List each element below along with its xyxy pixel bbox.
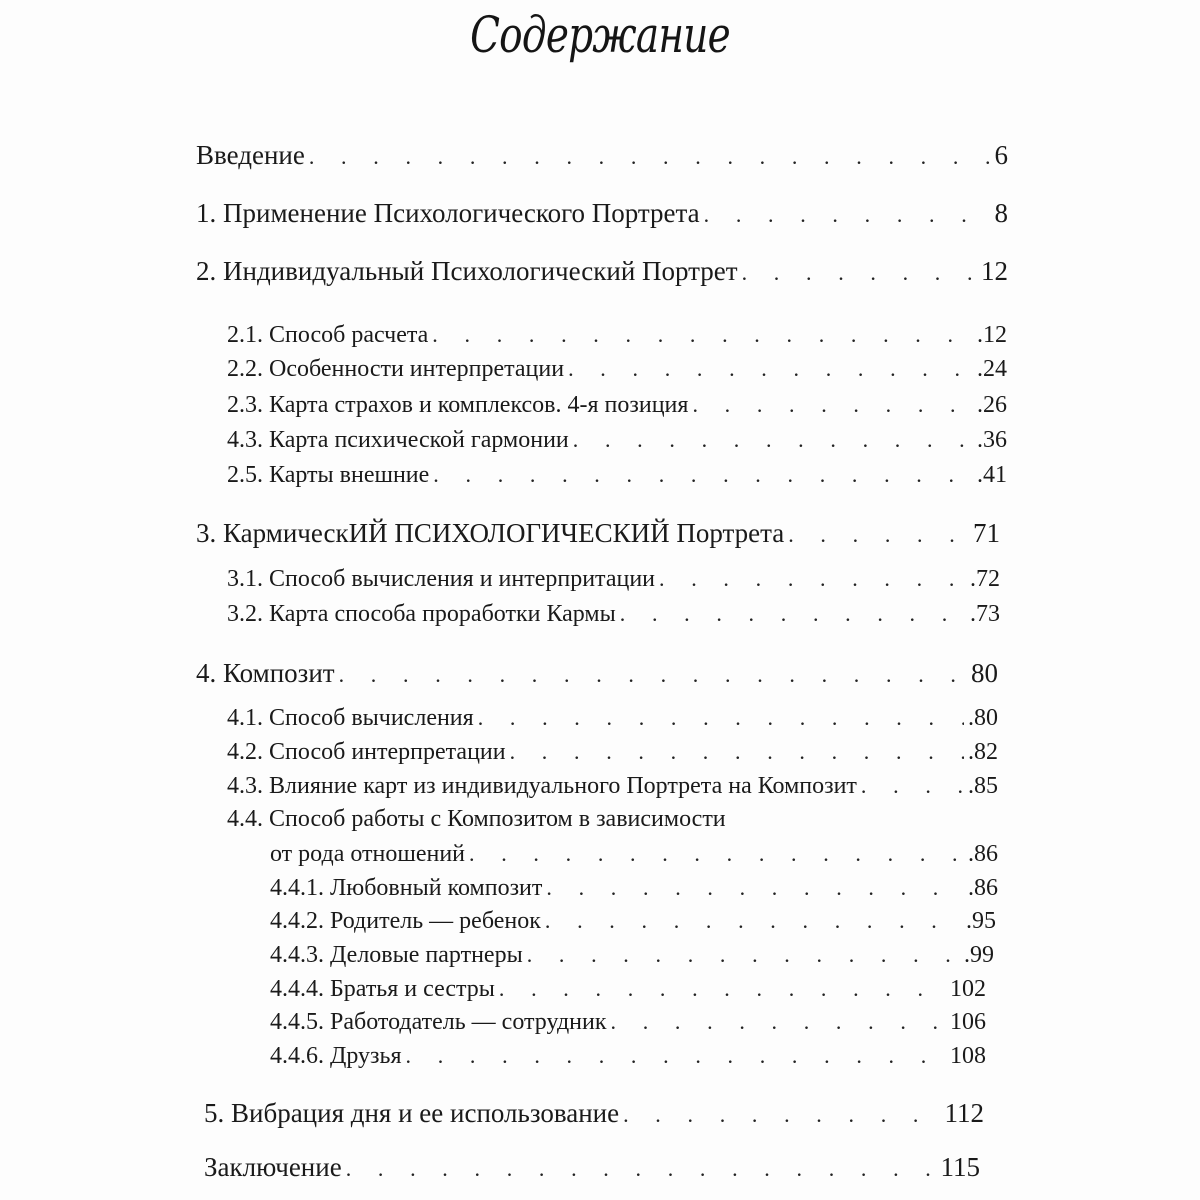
dot-leader [573, 427, 973, 453]
toc-entry-4-4-2[interactable] [270, 908, 996, 935]
toc-entry-page: .85 [968, 773, 998, 799]
toc-entry-page: .95 [966, 908, 996, 934]
toc-entry-4-4[interactable] [270, 841, 998, 868]
toc-entry-page: 80 [971, 658, 998, 688]
toc-entry-label: 5. Вибрация дня и ее использование [204, 1098, 620, 1128]
dot-leader [406, 1043, 946, 1069]
dot-leader [499, 976, 946, 1002]
toc-entry-page: .72 [970, 566, 1000, 592]
toc-entry-page: 12 [981, 256, 1008, 286]
toc-entry-2-3[interactable] [227, 392, 1007, 419]
toc-entry-conclusion[interactable] [204, 1152, 980, 1183]
dot-leader [432, 322, 973, 348]
dot-leader [469, 841, 964, 867]
toc-entry-label: от рода отношений [270, 841, 466, 867]
toc-entry-3-1[interactable] [227, 566, 1000, 593]
toc-entry-4-4-4[interactable] [270, 976, 986, 1003]
toc-entry-page: .86 [968, 875, 998, 901]
toc-entry-label: 4. Композит [196, 658, 335, 688]
page-title: Содержание [470, 6, 730, 64]
toc-entry-label: 4.4.1. Любовный композит [270, 875, 543, 901]
toc-entry-page: 71 [973, 518, 1000, 548]
toc-entry-chapter-2[interactable] [196, 256, 1008, 287]
dot-leader [433, 462, 973, 488]
dot-leader [568, 356, 973, 382]
dot-leader [309, 144, 991, 170]
toc-entry-label: 2.3. Карта страхов и комплексов. 4-я позиция [227, 392, 689, 418]
toc-entry-label: 4.4.3. Деловые партнеры [270, 942, 523, 968]
dot-leader [527, 942, 960, 968]
toc-entry-page: 6 [994, 140, 1008, 170]
toc-entry-page: 106 [950, 1009, 986, 1035]
toc-entry-page: .86 [968, 841, 998, 867]
toc-entry-page: 102 [950, 976, 986, 1002]
toc-entry-label: Введение [196, 140, 305, 170]
toc-entry-chapter-3[interactable] [196, 518, 1000, 549]
dot-leader [545, 908, 962, 934]
toc-entry-label: 2.1. Способ расчета [227, 322, 429, 348]
dot-leader [510, 739, 964, 765]
toc-entry-4-4-3[interactable] [270, 942, 994, 969]
toc-entry-label: 4.2. Способ интерпретации [227, 739, 506, 765]
toc-entry-page: .99 [964, 942, 994, 968]
toc-entry-label: 2.2. Особенности интерпретации [227, 356, 565, 382]
toc-entry-page: .36 [977, 427, 1007, 453]
toc-entry-label: Заключение [204, 1152, 342, 1182]
toc-entry-page: .12 [977, 322, 1007, 348]
toc-entry-page: 115 [940, 1152, 980, 1182]
toc-entry-page: .80 [968, 705, 998, 731]
dot-leader [611, 1009, 946, 1035]
toc-entry-label: 4.3. Карта психической гармонии [227, 427, 569, 453]
toc-entry-label: 2.5. Карты внешние [227, 462, 430, 488]
toc-entry-page: 112 [944, 1098, 984, 1128]
toc-entry-2-1[interactable] [227, 322, 1007, 349]
dot-leader [620, 601, 966, 627]
toc-entry-label: 1. Применение Психологического Портрета [196, 198, 700, 228]
toc-entry-label: 4.4.5. Работодатель — сотрудник [270, 1009, 607, 1035]
toc-entry-label: 2. Индивидуальный Психологический Портрет [196, 256, 738, 286]
dot-leader [623, 1102, 940, 1128]
toc-entry-4-4-1[interactable] [270, 875, 998, 902]
toc-entry-4-4-5[interactable] [270, 1009, 986, 1036]
toc-entry-2-5[interactable] [227, 462, 1007, 489]
dot-leader [478, 705, 964, 731]
toc-entry-page: .41 [977, 462, 1007, 488]
toc-entry-label: 4.3. Влияние карт из индивидуального Портрета на Композит [227, 773, 857, 799]
dot-leader [659, 566, 966, 592]
toc-entry-3-2[interactable] [227, 601, 1000, 628]
toc-entry-page: .24 [977, 356, 1007, 382]
toc-entry-4-4-heading[interactable]: 4.4. Способ работы с Композитом в зависимости [227, 806, 726, 832]
toc-entry-page: .82 [968, 739, 998, 765]
toc-entry-label: 4.4.6. Друзья [270, 1043, 402, 1069]
toc-entry-chapter-1[interactable] [196, 198, 1008, 229]
toc-entry-introduction[interactable] [196, 140, 1008, 171]
dot-leader [861, 773, 964, 799]
toc-entry-page: .26 [977, 392, 1007, 418]
dot-leader [346, 1156, 937, 1182]
toc-entry-4-3-harmony[interactable] [227, 427, 1007, 454]
toc-entry-page: 108 [950, 1043, 986, 1069]
dot-leader [788, 522, 969, 548]
dot-leader [704, 202, 991, 228]
toc-entry-label: 3.1. Способ вычисления и интерпритации [227, 566, 656, 592]
toc-entry-2-2[interactable] [227, 356, 1007, 383]
dot-leader [546, 875, 964, 901]
toc-entry-label: 4.4.2. Родитель — ребенок [270, 908, 541, 934]
dot-leader [339, 662, 967, 688]
toc-entry-label: 3.2. Карта способа проработки Кармы [227, 601, 616, 627]
dot-leader [692, 392, 973, 418]
toc-entry-4-4-6[interactable] [270, 1043, 986, 1070]
dot-leader [742, 260, 977, 286]
toc-entry-chapter-4[interactable] [196, 658, 998, 689]
toc-entry-page: .73 [970, 601, 1000, 627]
toc-entry-4-2[interactable] [227, 739, 998, 766]
toc-entry-chapter-5[interactable] [204, 1098, 984, 1129]
toc-entry-label: 4.4.4. Братья и сестры [270, 976, 495, 1002]
toc-entry-label: 4.1. Способ вычисления [227, 705, 474, 731]
toc-entry-4-1[interactable] [227, 705, 998, 732]
toc-entry-page: 8 [994, 198, 1008, 228]
toc-entry-label: 3. КармическИЙ ПСИХОЛОГИЧЕСКИЙ Портрета [196, 518, 785, 548]
toc-entry-4-3[interactable] [227, 773, 998, 800]
